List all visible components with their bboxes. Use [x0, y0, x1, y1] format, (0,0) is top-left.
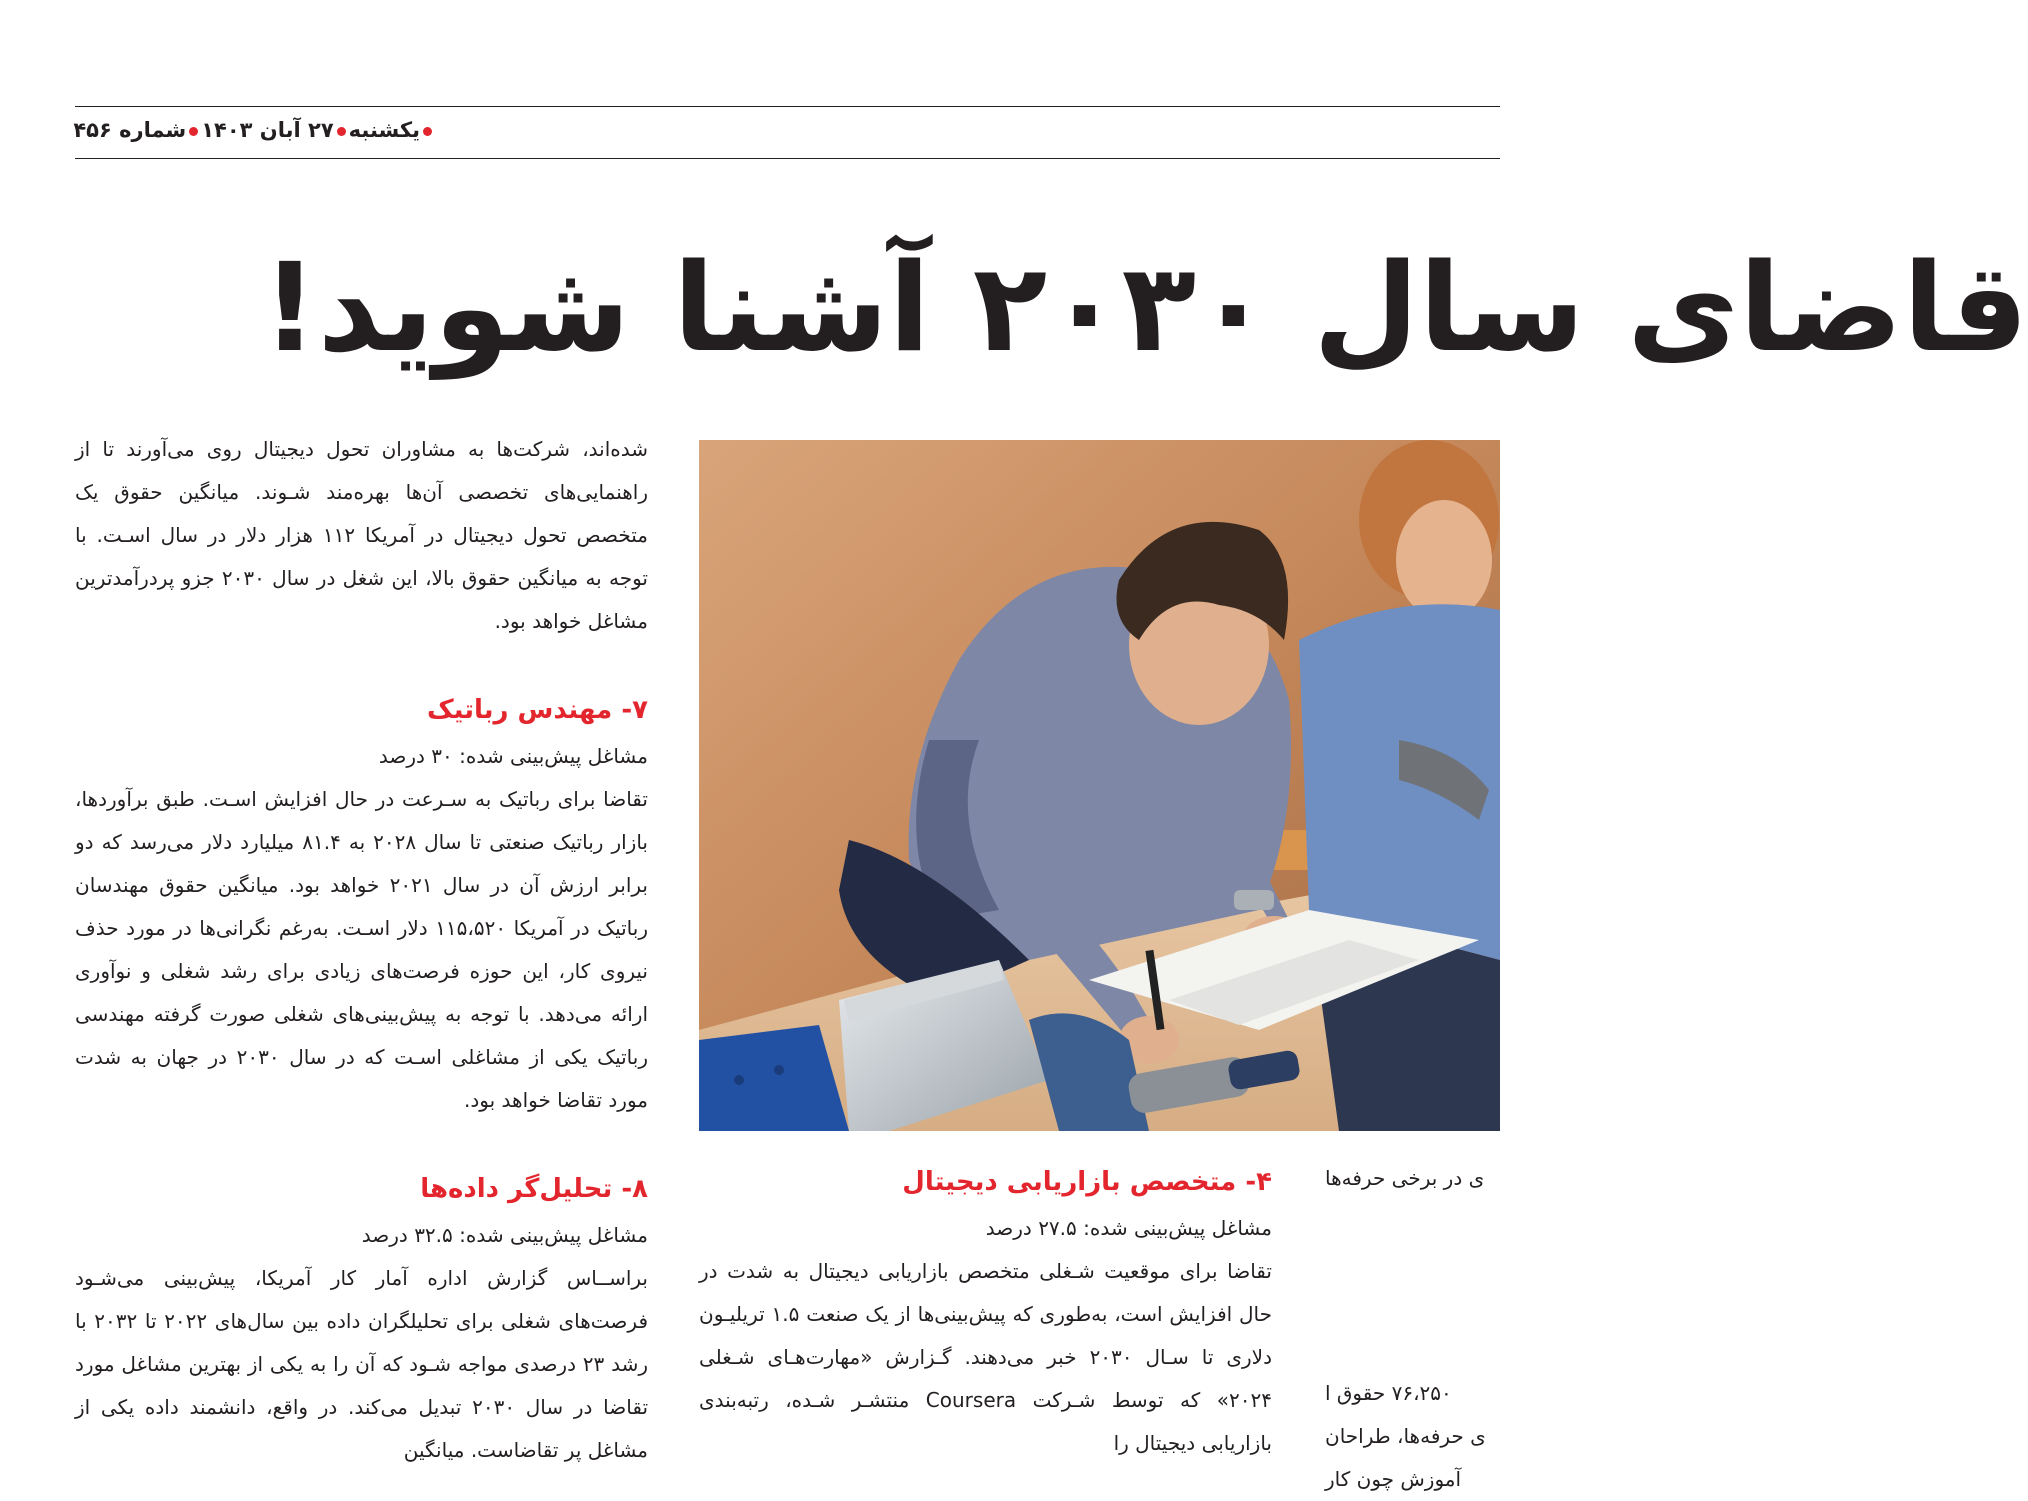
bullet-icon — [189, 127, 198, 136]
section-stat-digital-marketing: مشاغل پیش‌بینی شده: ۲۷.۵ درصد — [985, 1216, 1272, 1240]
section-stat-robotics: مشاغل پیش‌بینی شده: ۳۰ درصد — [378, 744, 648, 768]
bullet-icon — [423, 127, 432, 136]
section-heading-digital-marketing: ۴- متخصص بازاریابی دیجیتال — [902, 1167, 1272, 1197]
workshop-photo-illustration — [699, 440, 1500, 1131]
bullet-icon — [337, 127, 346, 136]
article-photo — [699, 440, 1500, 1131]
left-column — [75, 428, 648, 1471]
right-column — [1325, 1157, 1500, 1491]
dateline-issue: شماره ۴۵۶ — [73, 118, 187, 142]
section-stat-data-analyst: مشاغل پیش‌بینی شده: ۳۲.۵ درصد — [361, 1223, 648, 1247]
dateline-date: ۲۷ آبان ۱۴۰۳ — [201, 118, 334, 142]
header-rule-top — [75, 106, 1500, 107]
middle-column — [699, 1157, 1272, 1471]
headline-container — [0, 218, 2028, 398]
right-column-line: آموزش چون کار — [1325, 1467, 1462, 1491]
right-column-line: ی در برخی حرفه‌ها — [1325, 1166, 1485, 1190]
header-rule-bottom — [75, 158, 1500, 159]
section-heading-robotics-engineer: ۷- مهندس رباتیک — [426, 695, 648, 725]
right-column-line: ی حرفه‌ها، طراحان — [1325, 1424, 1486, 1448]
page-headline: قاضای سال ۲۰۳۰ آشنا شوید! — [262, 237, 2028, 379]
section-body-robotics: تقاضا برای رباتیک به سـرعت در حال افزایش اسـت. طبق برآوردها، بازار رباتیک صنعتی تا سال ۲۰۲۸ به ۸۱.۴ میلیارد دلار می‌رسد که دو برابر ارزش آن در سال ۲۰۲۱ خواهد بود. میانگین حقوق مهندسان رباتیک در آمریکا ۱۱۵،۵۲۰ دلار اسـت. به‌رغم نگرانی‌ها در مورد حذف نیروی کار، این حوزه فرصت‌های زیادی برای رشد شغلی و نوآوری ارائه می‌دهد. با توجه به پیش‌بینی‌های شغلی صورت گرفته مهندسی رباتیک یکی از مشاغلی اسـت که در سال ۲۰۳۰ در جهان به شدت مورد تقاضا خواهد بود. — [75, 787, 649, 1112]
dateline — [75, 112, 435, 148]
section-heading-data-analyst: ۸- تحلیل‌گر داده‌ها — [420, 1174, 648, 1204]
right-column-line: ۷۶،۲۵۰ حقوق ا — [1325, 1381, 1452, 1405]
section-body-data-analyst: براســاس گزارش اداره آمار کار آمریکا، پیش‌بینی می‌شـود فرصت‌های شغلی برای تحلیلگران داده بین سال‌های ۲۰۲۲ تا ۲۰۳۲ با رشد ۲۳ درصدی مواجه شـود که آن را به یکی از بهترین مشاغل مورد تقاضا در سال ۲۰۳۰ تبدیل می‌کند. در واقع، دانشمند داده یکی از مشاغل پر تقاضاست. میانگین — [75, 1266, 649, 1462]
section-body-digital-marketing: تقاضا برای موقعیت شـغلی متخصص بازاریابی دیجیتال به شدت در حال افزایش است، به‌طوری که پیش‌بینی‌ها از یک صنعت ۱.۵ تریلیـون دلاری تا سـال ۲۰۳۰ خبر می‌دهند. گـزارش «مهارت‌هـای شـغلی ۲۰۲۴» که توسط شـرکت Coursera منتشـر شـده، رتبه‌بندی بازاریابی دیجیتال را — [699, 1259, 1273, 1455]
intro-paragraph: شده‌اند، شرکت‌ها به مشاوران تحول دیجیتال روی می‌آورند تا از راهنمایی‌های تخصصی آن‌ها بهره‌مند شـوند. میانگین حقوق یک متخصص تحول دیجیتال در آمریکا ۱۱۲ هزار دلار در سال اسـت. با توجه به میانگین حقوق بالا، این شغل در سال ۲۰۳۰ جزو پردرآمدترین مشاغل خواهد بود. — [75, 437, 648, 633]
dateline-weekday: یکشنبه — [348, 118, 420, 142]
